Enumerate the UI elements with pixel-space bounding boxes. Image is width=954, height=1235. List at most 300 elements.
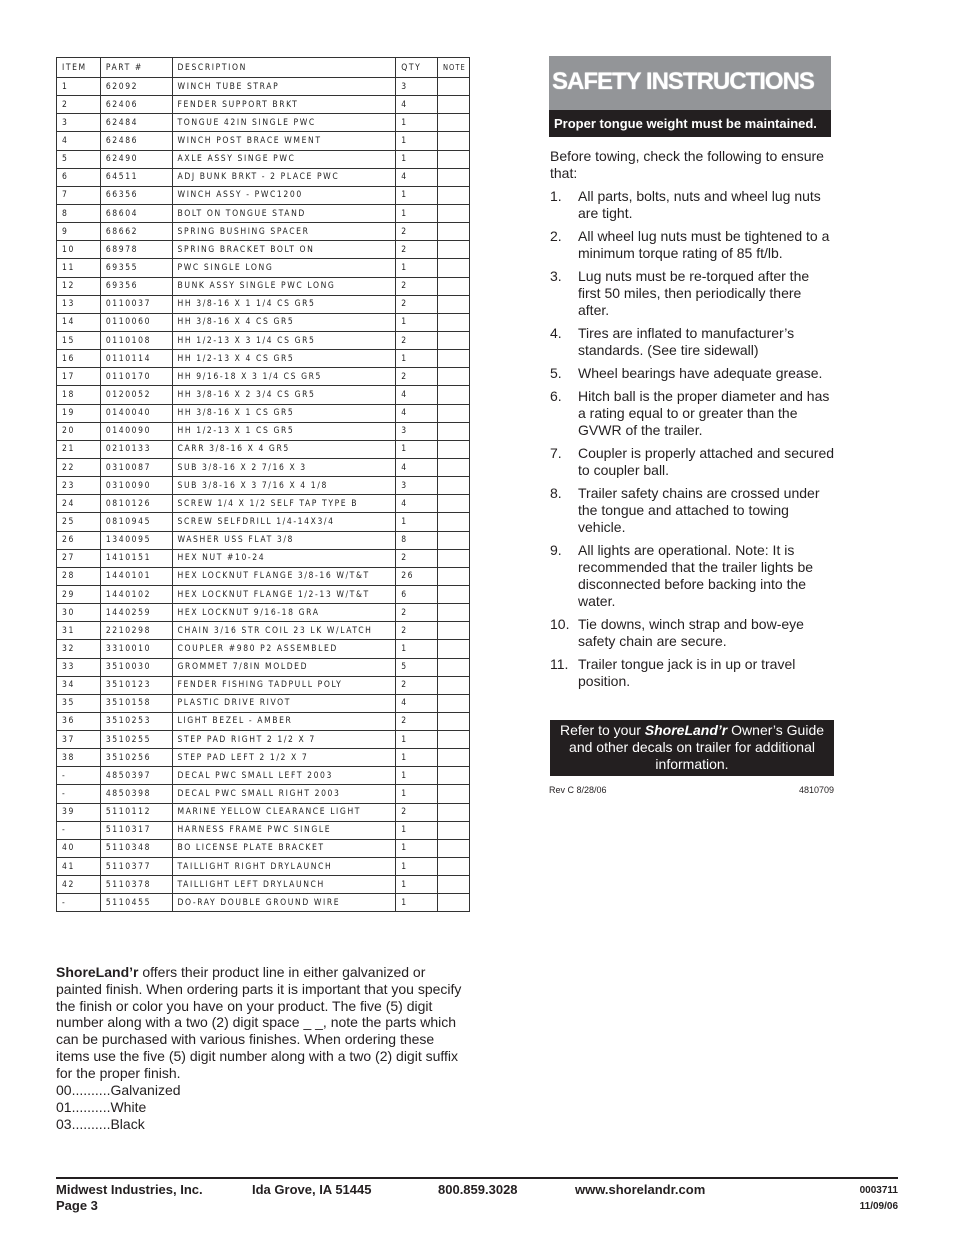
safety-title-banner: [549, 56, 831, 110]
description-cell: CARR 3/8-16 X 4 GR5: [172, 440, 396, 458]
note-cell: [438, 803, 470, 821]
item-cell: 6: [57, 168, 101, 186]
checklist-text: All parts, bolts, nuts and wheel lug nuts are tight.: [578, 188, 821, 221]
description-cell: COUPLER #980 P2 ASSEMBLED: [172, 640, 396, 658]
description-cell: LIGHT BEZEL - AMBER: [172, 712, 396, 730]
part-cell: 0140040: [100, 404, 172, 422]
description-cell: FENDER SUPPORT BRKT: [172, 96, 396, 114]
finish-brand: ShoreLand’r: [56, 964, 139, 980]
table-row: [57, 168, 470, 186]
qty-cell: 2: [396, 712, 438, 730]
part-cell: 3310010: [100, 640, 172, 658]
part-cell: 0110060: [100, 313, 172, 331]
part-cell: 0110108: [100, 331, 172, 349]
item-cell: 22: [57, 458, 101, 476]
table-row: [57, 749, 470, 767]
checklist-item: [550, 388, 835, 439]
checklist-item: [550, 656, 835, 690]
description-cell: HH 1/2-13 X 3 1/4 CS GR5: [172, 331, 396, 349]
header-qty: QTY: [396, 58, 438, 78]
part-cell: 3510256: [100, 749, 172, 767]
note-cell: [438, 694, 470, 712]
note-cell: [438, 259, 470, 277]
part-cell: 62092: [100, 78, 172, 96]
note-cell: [438, 386, 470, 404]
part-cell: 5110455: [100, 894, 172, 912]
footer-website[interactable]: www.shorelandr.com: [575, 1182, 706, 1197]
checklist-item: [550, 365, 835, 382]
qty-cell: 4: [396, 404, 438, 422]
qty-cell: 3: [396, 477, 438, 495]
table-row: [57, 259, 470, 277]
note-cell: [438, 712, 470, 730]
qty-cell: 4: [396, 168, 438, 186]
item-cell: -: [57, 767, 101, 785]
checklist-text: Lug nuts must be re-torqued after the first 50 miles, then periodically there after.: [578, 268, 810, 318]
part-cell: 5110317: [100, 821, 172, 839]
checklist-number: 2.: [550, 228, 562, 244]
checklist-text: All wheel lug nuts must be tightened to a minimum torque rating of 85 ft/lb.: [578, 228, 830, 261]
checklist-text: Coupler is properly attached and secured to coupler ball.: [578, 445, 835, 478]
table-row: [57, 186, 470, 204]
refer-notice: [550, 720, 834, 776]
note-cell: [438, 368, 470, 386]
table-row: [57, 767, 470, 785]
qty-cell: 1: [396, 440, 438, 458]
part-cell: 0810126: [100, 495, 172, 513]
footer-doc-code: 0003711: [859, 1185, 898, 1196]
part-cell: 0310090: [100, 477, 172, 495]
checklist-number: 5.: [550, 365, 562, 381]
table-row: [57, 331, 470, 349]
description-cell: BUNK ASSY SINGLE PWC LONG: [172, 277, 396, 295]
part-cell: 4850397: [100, 767, 172, 785]
note-cell: [438, 114, 470, 132]
qty-cell: 4: [396, 458, 438, 476]
description-cell: DECAL PWC SMALL LEFT 2003: [172, 767, 396, 785]
table-row: [57, 712, 470, 730]
description-cell: GROMMET 7/8IN MOLDED: [172, 658, 396, 676]
item-cell: -: [57, 894, 101, 912]
item-cell: 11: [57, 259, 101, 277]
item-cell: 41: [57, 858, 101, 876]
footer-date: 11/09/06: [859, 1201, 898, 1212]
description-cell: WINCH POST BRACE WMENT: [172, 132, 396, 150]
footer-location: Ida Grove, IA 51445: [252, 1182, 372, 1197]
item-cell: 18: [57, 386, 101, 404]
checklist-item: [550, 228, 835, 262]
qty-cell: 1: [396, 876, 438, 894]
part-cell: 66356: [100, 186, 172, 204]
checklist-number: 4.: [550, 325, 562, 341]
description-cell: HEX LOCKNUT 9/16-18 GRA: [172, 604, 396, 622]
note-cell: [438, 876, 470, 894]
description-cell: PWC SINGLE LONG: [172, 259, 396, 277]
note-cell: [438, 477, 470, 495]
item-cell: 40: [57, 839, 101, 857]
table-row: [57, 440, 470, 458]
table-row: [57, 477, 470, 495]
note-cell: [438, 295, 470, 313]
finish-codes: [56, 1082, 181, 1132]
description-cell: STEP PAD RIGHT 2 1/2 X 7: [172, 731, 396, 749]
table-row: [57, 150, 470, 168]
item-cell: 39: [57, 803, 101, 821]
part-cell: 0120052: [100, 386, 172, 404]
note-cell: [438, 640, 470, 658]
qty-cell: 2: [396, 223, 438, 241]
table-row: [57, 458, 470, 476]
qty-cell: 2: [396, 277, 438, 295]
table-row: [57, 96, 470, 114]
item-cell: 37: [57, 731, 101, 749]
part-cell: 5110112: [100, 803, 172, 821]
item-cell: 2: [57, 96, 101, 114]
checklist-item: [550, 616, 835, 650]
item-cell: 27: [57, 549, 101, 567]
qty-cell: 3: [396, 422, 438, 440]
qty-cell: 2: [396, 331, 438, 349]
part-cell: 1440102: [100, 585, 172, 603]
note-cell: [438, 78, 470, 96]
note-cell: [438, 458, 470, 476]
description-cell: HH 9/16-18 X 3 1/4 CS GR5: [172, 368, 396, 386]
checklist-text: Hitch ball is the proper diameter and has a rating equal to or greater than the GVWR of the trailer.: [578, 388, 830, 438]
qty-cell: 4: [396, 694, 438, 712]
table-row: [57, 386, 470, 404]
item-cell: 20: [57, 422, 101, 440]
note-cell: [438, 223, 470, 241]
note-cell: [438, 422, 470, 440]
table-row: [57, 368, 470, 386]
part-cell: 0310087: [100, 458, 172, 476]
item-cell: 5: [57, 150, 101, 168]
description-cell: TAILLIGHT LEFT DRYLAUNCH: [172, 876, 396, 894]
checklist-item: [550, 485, 835, 536]
description-cell: HH 3/8-16 X 4 CS GR5: [172, 313, 396, 331]
qty-cell: 1: [396, 821, 438, 839]
note-cell: [438, 731, 470, 749]
description-cell: HH 1/2-13 X 1 CS GR5: [172, 422, 396, 440]
item-cell: 9: [57, 223, 101, 241]
description-cell: SPRING BRACKET BOLT ON: [172, 241, 396, 259]
item-cell: 8: [57, 204, 101, 222]
finish-paragraph: [56, 964, 470, 1082]
note-cell: [438, 785, 470, 803]
description-cell: ADJ BUNK BRKT - 2 PLACE PWC: [172, 168, 396, 186]
checklist-text: Tie downs, winch strap and bow-eye safety chain are secure.: [578, 616, 804, 649]
part-cell: 3510123: [100, 676, 172, 694]
item-cell: 7: [57, 186, 101, 204]
description-cell: HH 3/8-16 X 1 CS GR5: [172, 404, 396, 422]
table-row: [57, 204, 470, 222]
refer-brand: ShoreLand’r: [644, 722, 728, 738]
qty-cell: 5: [396, 658, 438, 676]
qty-cell: 2: [396, 622, 438, 640]
qty-cell: 4: [396, 386, 438, 404]
qty-cell: 2: [396, 549, 438, 567]
note-cell: [438, 132, 470, 150]
item-cell: 23: [57, 477, 101, 495]
qty-cell: 1: [396, 132, 438, 150]
table-row: [57, 78, 470, 96]
header-item: ITEM: [57, 58, 101, 78]
table-row: [57, 495, 470, 513]
finish-code: 03..........Black: [56, 1115, 145, 1132]
note-cell: [438, 658, 470, 676]
qty-cell: 1: [396, 259, 438, 277]
part-cell: 0140090: [100, 422, 172, 440]
description-cell: HEX LOCKNUT FLANGE 3/8-16 W/T&T: [172, 567, 396, 585]
note-cell: [438, 604, 470, 622]
table-row: [57, 277, 470, 295]
checklist-text: Wheel bearings have adequate grease.: [578, 365, 823, 381]
note-cell: [438, 622, 470, 640]
description-cell: TAILLIGHT RIGHT DRYLAUNCH: [172, 858, 396, 876]
note-cell: [438, 549, 470, 567]
part-cell: 0210133: [100, 440, 172, 458]
description-cell: FENDER FISHING TADPULL POLY: [172, 676, 396, 694]
note-cell: [438, 168, 470, 186]
table-row: [57, 694, 470, 712]
table-row: [57, 821, 470, 839]
description-cell: SCREW SELFDRILL 1/4-14X3/4: [172, 513, 396, 531]
qty-cell: 1: [396, 839, 438, 857]
qty-cell: 6: [396, 585, 438, 603]
checklist-text: Tires are inflated to manufacturer’s standards. (See tire sidewall): [578, 325, 795, 358]
item-cell: 17: [57, 368, 101, 386]
description-cell: BO LICENSE PLATE BRACKET: [172, 839, 396, 857]
part-cell: 0810945: [100, 513, 172, 531]
item-cell: 14: [57, 313, 101, 331]
item-cell: 30: [57, 604, 101, 622]
description-cell: WINCH ASSY - PWC1200: [172, 186, 396, 204]
note-cell: [438, 767, 470, 785]
qty-cell: 4: [396, 96, 438, 114]
table-row: [57, 422, 470, 440]
part-cell: 62490: [100, 150, 172, 168]
item-cell: 38: [57, 749, 101, 767]
footer-company: Midwest Industries, Inc.: [56, 1182, 203, 1197]
note-cell: [438, 186, 470, 204]
description-cell: SCREW 1/4 X 1/2 SELF TAP TYPE B: [172, 495, 396, 513]
note-cell: [438, 241, 470, 259]
qty-cell: 2: [396, 604, 438, 622]
refer-text-post: Owner’s Guide and other decals on trailer for additional information.: [569, 722, 825, 772]
safety-title: SAFETY INSTRUCTIONS: [552, 68, 814, 95]
part-cell: 69355: [100, 259, 172, 277]
item-cell: 12: [57, 277, 101, 295]
checklist-number: 3.: [550, 268, 562, 284]
footer-phone: 800.859.3028: [438, 1182, 518, 1197]
header-note: NOTE: [438, 58, 470, 78]
note-cell: [438, 531, 470, 549]
part-cell: 62486: [100, 132, 172, 150]
table-row: [57, 731, 470, 749]
part-cell: 1440259: [100, 604, 172, 622]
qty-cell: 2: [396, 676, 438, 694]
description-cell: HH 3/8-16 X 2 3/4 CS GR5: [172, 386, 396, 404]
part-cell: 4850398: [100, 785, 172, 803]
qty-cell: 1: [396, 858, 438, 876]
checklist-number: 10.: [550, 616, 570, 632]
qty-cell: 1: [396, 785, 438, 803]
note-cell: [438, 676, 470, 694]
part-cell: 62484: [100, 114, 172, 132]
item-cell: 10: [57, 241, 101, 259]
checklist-item: [550, 542, 835, 610]
description-cell: DO-RAY DOUBLE GROUND WIRE: [172, 894, 396, 912]
parts-table-header: [57, 58, 470, 78]
part-cell: 3510158: [100, 694, 172, 712]
item-cell: 42: [57, 876, 101, 894]
item-cell: 13: [57, 295, 101, 313]
safety-checklist: [550, 188, 835, 690]
description-cell: CHAIN 3/16 STR COIL 23 LK W/LATCH: [172, 622, 396, 640]
decal-doc-number: 4810709: [798, 785, 834, 795]
checklist-text: All lights are operational. Note: It is recommended that the trailer lights be disconnected before backing into the water.: [578, 542, 814, 609]
part-cell: 5110348: [100, 839, 172, 857]
qty-cell: 1: [396, 894, 438, 912]
item-cell: 24: [57, 495, 101, 513]
header-description: DESCRIPTION: [172, 58, 396, 78]
part-cell: 68978: [100, 241, 172, 259]
note-cell: [438, 839, 470, 857]
safety-instructions: [550, 148, 835, 696]
table-row: [57, 404, 470, 422]
description-cell: SPRING BUSHING SPACER: [172, 223, 396, 241]
part-cell: 62406: [100, 96, 172, 114]
header-part: PART #: [100, 58, 172, 78]
part-cell: 5110378: [100, 876, 172, 894]
part-cell: 3510253: [100, 712, 172, 730]
qty-cell: 2: [396, 241, 438, 259]
footer-divider: [56, 1177, 898, 1179]
qty-cell: 1: [396, 640, 438, 658]
note-cell: [438, 858, 470, 876]
table-row: [57, 676, 470, 694]
note-cell: [438, 567, 470, 585]
item-cell: 36: [57, 712, 101, 730]
qty-cell: 1: [396, 767, 438, 785]
note-cell: [438, 821, 470, 839]
qty-cell: 2: [396, 368, 438, 386]
part-cell: 0110170: [100, 368, 172, 386]
safety-intro: Before towing, check the following to ensure that:: [550, 148, 824, 181]
table-row: [57, 567, 470, 585]
table-row: [57, 549, 470, 567]
item-cell: 29: [57, 585, 101, 603]
item-cell: 34: [57, 676, 101, 694]
parts-table: [56, 57, 470, 912]
item-cell: 28: [57, 567, 101, 585]
checklist-number: 6.: [550, 388, 562, 404]
item-cell: 19: [57, 404, 101, 422]
part-cell: 69356: [100, 277, 172, 295]
description-cell: HH 1/2-13 X 4 CS GR5: [172, 350, 396, 368]
table-row: [57, 313, 470, 331]
refer-text-pre: Refer to your: [559, 722, 645, 738]
item-cell: 21: [57, 440, 101, 458]
checklist-item: [550, 268, 835, 319]
description-cell: HH 3/8-16 X 1 1/4 CS GR5: [172, 295, 396, 313]
safety-subtitle: Proper tongue weight must be maintained.: [549, 110, 831, 137]
note-cell: [438, 204, 470, 222]
qty-cell: 1: [396, 150, 438, 168]
item-cell: 4: [57, 132, 101, 150]
description-cell: AXLE ASSY SINGE PWC: [172, 150, 396, 168]
qty-cell: 1: [396, 313, 438, 331]
note-cell: [438, 495, 470, 513]
table-row: [57, 785, 470, 803]
description-cell: TONGUE 42IN SINGLE PWC: [172, 114, 396, 132]
checklist-number: 11.: [550, 656, 569, 672]
qty-cell: 8: [396, 531, 438, 549]
item-cell: -: [57, 785, 101, 803]
qty-cell: 1: [396, 731, 438, 749]
part-cell: 1410151: [100, 549, 172, 567]
part-cell: 68662: [100, 223, 172, 241]
note-cell: [438, 277, 470, 295]
table-row: [57, 114, 470, 132]
table-row: [57, 295, 470, 313]
finish-text: offers their product line in either galvanized or painted finish. When ordering parts it is important that you specify the finish or color you have on your product. The five (5) digit number along with a two (2) digit space _ _, note the parts which can be purchased with various finishes. When ordering these items use the five (5) digit number along with a two (2) digit suffix for the proper finish.: [56, 964, 462, 1081]
qty-cell: 2: [396, 295, 438, 313]
qty-cell: 1: [396, 749, 438, 767]
note-cell: [438, 513, 470, 531]
part-cell: 1340095: [100, 531, 172, 549]
part-cell: 3510255: [100, 731, 172, 749]
revision-label: Rev C 8/28/06: [549, 785, 607, 795]
checklist-item: [550, 188, 835, 222]
table-row: [57, 585, 470, 603]
item-cell: 31: [57, 622, 101, 640]
item-cell: 3: [57, 114, 101, 132]
qty-cell: 2: [396, 803, 438, 821]
description-cell: HEX LOCKNUT FLANGE 1/2-13 W/T&T: [172, 585, 396, 603]
description-cell: WASHER USS FLAT 3/8: [172, 531, 396, 549]
checklist-text: Trailer safety chains are crossed under the tongue and attached to towing vehicle.: [578, 485, 820, 535]
table-row: [57, 622, 470, 640]
checklist-number: 1.: [550, 188, 562, 204]
table-row: [57, 858, 470, 876]
item-cell: 16: [57, 350, 101, 368]
description-cell: SUB 3/8-16 X 2 7/16 X 3: [172, 458, 396, 476]
table-row: [57, 894, 470, 912]
note-cell: [438, 331, 470, 349]
table-row: [57, 513, 470, 531]
item-cell: 32: [57, 640, 101, 658]
checklist-number: 8.: [550, 485, 562, 501]
finish-code: 01..........White: [56, 1098, 147, 1115]
item-cell: 26: [57, 531, 101, 549]
qty-cell: 1: [396, 204, 438, 222]
part-cell: 2210298: [100, 622, 172, 640]
part-cell: 68604: [100, 204, 172, 222]
checklist-number: 7.: [550, 445, 562, 461]
table-row: [57, 876, 470, 894]
table-row: [57, 531, 470, 549]
note-cell: [438, 440, 470, 458]
table-row: [57, 604, 470, 622]
note-cell: [438, 96, 470, 114]
table-row: [57, 241, 470, 259]
description-cell: BOLT ON TONGUE STAND: [172, 204, 396, 222]
qty-cell: 4: [396, 495, 438, 513]
note-cell: [438, 313, 470, 331]
part-cell: 0110114: [100, 350, 172, 368]
table-row: [57, 839, 470, 857]
